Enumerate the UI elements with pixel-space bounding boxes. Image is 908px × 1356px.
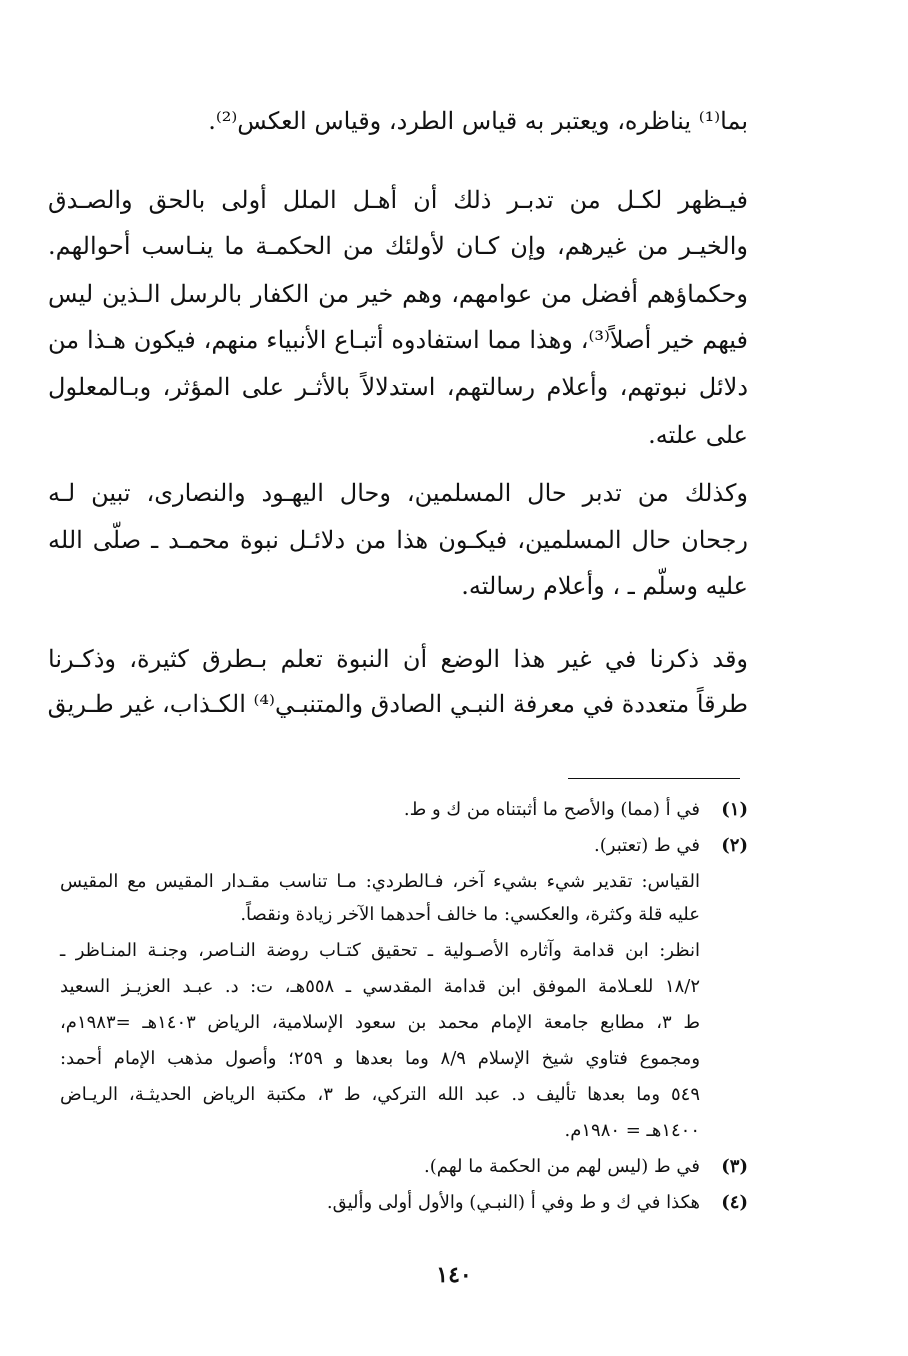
page-number: ١٤٠ xyxy=(436,1262,472,1288)
footnote-text: ومجموع فتاوي شيخ الإسلام ٨/٩ وما بعدها و ٢٥٩؛ وأصول مذهب الإمام أحمد: xyxy=(60,1048,701,1069)
body-line: عليه وسلّم ـ ، وأعلام رسالته. xyxy=(461,572,748,600)
footnote-text: في ط (تعتبر). xyxy=(594,835,700,856)
footnote-text: ط ٣، مطابع جامعة الإمام محمد بن سعود الإسلامية، الرياض ١٤٠٣هـ =١٩٨٣م، xyxy=(60,1012,700,1033)
footnote-text: هكذا في ك و ط وفي أ (النبـي) والأول أولى وأليق. xyxy=(326,1192,700,1213)
footnote-text: انظر: ابن قدامة وآثاره الأصـولية ـ تحقيق كتـاب روضة النـاصر، وجنـة المنـاظر ـ xyxy=(60,940,700,961)
footnote-text: ١٨/٢ للعـلامة الموفق ابن قدامة المقدسي ـ ٥٥٨هـ، ت: د. عبـد العزيـز السعيد xyxy=(60,976,701,997)
footnote-text: عليه قلة وكثرة، والعكسي: ما خالف أحدهما الآخر زيادة ونقصاً. xyxy=(240,904,700,925)
body-line: وحكماؤهم أفضل من عوامهم، وهم خير من الكفار بالرسل الـذين ليس xyxy=(48,280,748,308)
footnote-text: في أ (مما) والأصح ما أثبتناه من ك و ط. xyxy=(403,799,700,820)
body-line: بما⁽¹⁾ يناظره، ويعتبر به قياس الطرد، وقياس العكس⁽²⁾. xyxy=(208,107,748,135)
footnote-number: (١) xyxy=(721,799,748,820)
body-line: طرقاً متعددة في معرفة النبـي الصادق والمتنبـي⁽⁴⁾ الكـذاب، غير طـريق xyxy=(47,690,748,718)
footnote-number: (٢) xyxy=(721,835,748,856)
body-line: والخيـر من غيرهم، وإن كـان لأولئك من الحكمـة ما ينـاسب أحوالهم. xyxy=(48,232,748,260)
footnote-text: في ط (ليس لهم من الحكمة ما لهم). xyxy=(423,1156,700,1177)
footnote-text: ١٤٠٠هـ = ١٩٨٠م. xyxy=(564,1120,700,1141)
body-line: وقد ذكرنا في غير هذا الوضع أن النبوة تعلم بـطرق كثيرة، وذكـرنا xyxy=(48,645,749,673)
footnote-number: (٤) xyxy=(721,1192,748,1213)
footnote-text: القياس: تقدير شيء بشيء آخر، فـالطردي: مـا تناسب مقـدار المقيس مع المقيس xyxy=(60,871,700,892)
body-line: وكذلك من تدبر حال المسلمين، وحال اليهـود والنصارى، تبين لـه xyxy=(48,479,748,507)
footnote-text: ٥٤٩ وما بعدها تأليف د. عبد الله التركي، ط ٣، مكتبة الرياض الحديثـة، الريـاض xyxy=(60,1084,701,1105)
footnote-number: (٣) xyxy=(721,1156,748,1177)
footnote-separator xyxy=(568,778,740,779)
body-line: فيهم خير أصلاً⁽³⁾، وهذا مما استفادوه أتبـاع الأنبياء منهم، فيكون هـذا من xyxy=(48,326,749,354)
body-line: على علته. xyxy=(648,421,748,449)
body-line: دلائل نبوتهم، وأعلام رسالتهم، استدلالاً بالأثـر على المؤثر، وبـالمعلول xyxy=(48,373,748,401)
body-line: فيـظهر لكـل من تدبـر ذلك أن أهـل الملل أولى بالحق والصـدق xyxy=(48,186,748,214)
body-line: رجحان حال المسلمين، فيكـون هذا من دلائـل نبوة محمـد ـ صلّى الله xyxy=(48,526,748,554)
